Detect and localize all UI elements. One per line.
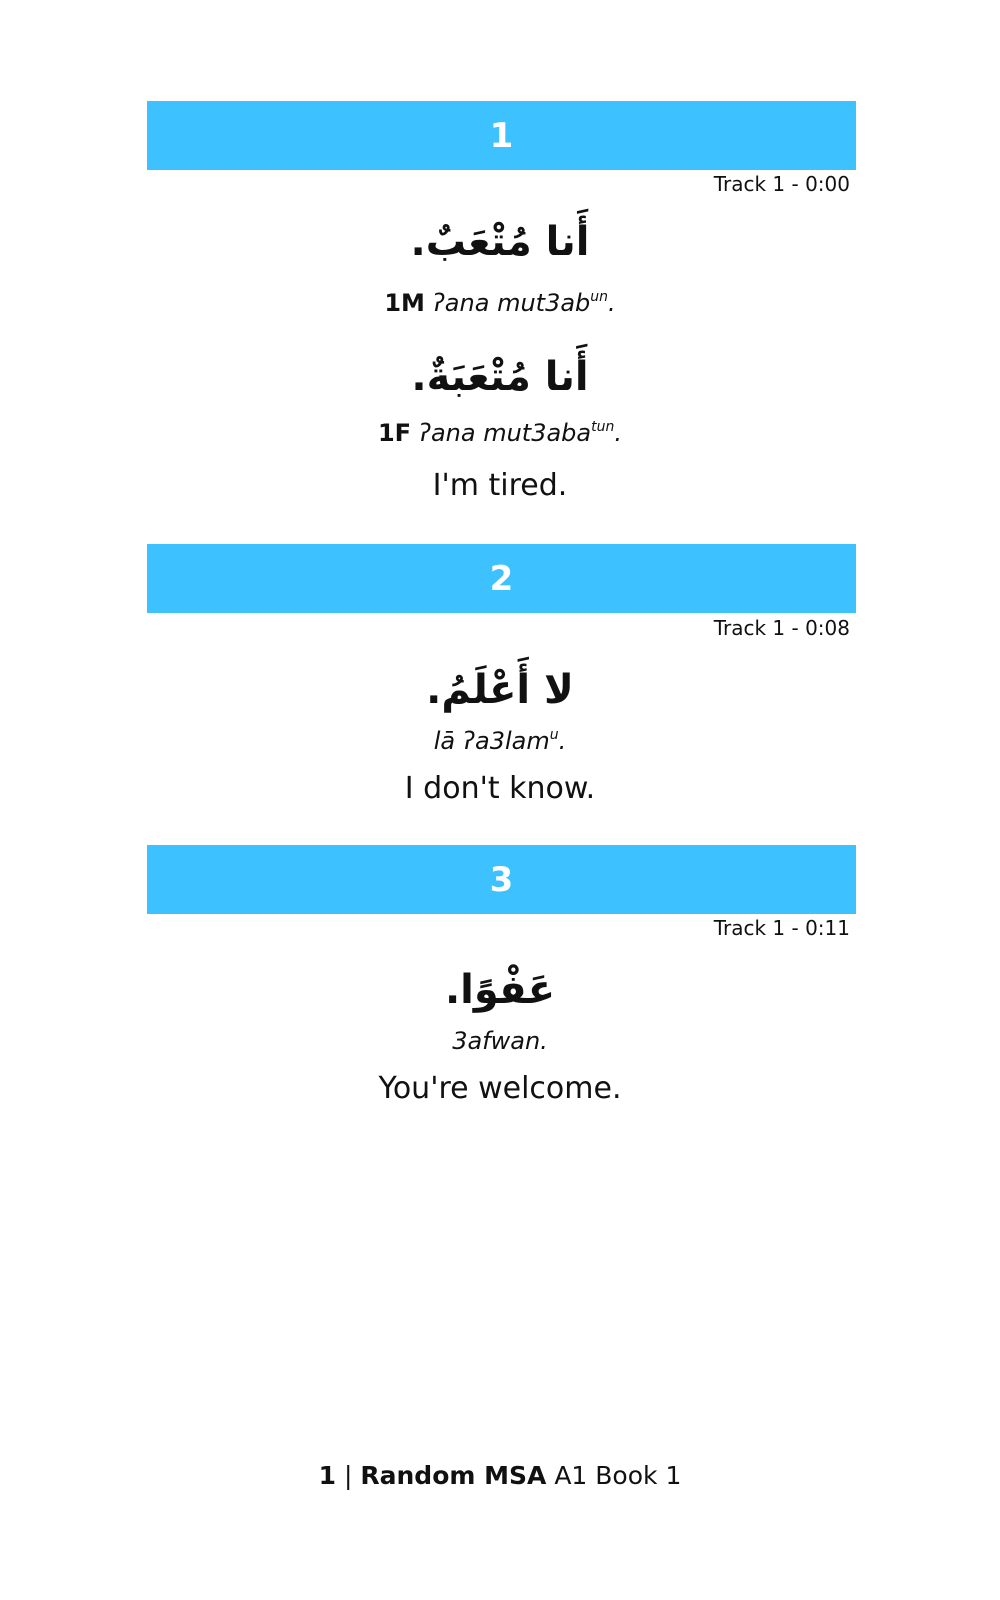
transliteration [0, 1026, 1000, 1056]
transliteration-base: lā ʔa3lam [433, 727, 550, 755]
section-number: 2 [489, 558, 514, 599]
english-translation: You're welcome. [378, 1071, 622, 1106]
section-header-1 [147, 101, 856, 170]
track-timestamp: Track 1 - 0:00 [713, 172, 850, 196]
arabic-phrase: أَنا مُتْعَبَةٌ. [411, 354, 589, 400]
section-header-2 [147, 544, 856, 613]
case-ending: tun [591, 419, 615, 435]
arabic-phrase: أَنا مُتْعَبٌ. [410, 219, 590, 265]
punctuation: . [558, 727, 567, 755]
transliteration-text [433, 289, 616, 317]
track-timestamp: Track 1 - 0:08 [713, 616, 850, 640]
series-title: Random MSA [360, 1461, 547, 1490]
transliteration-text: 3afwan. [452, 1027, 548, 1055]
transliteration-base: ʔana mut3aba [418, 419, 592, 447]
english-translation: I don't know. [404, 771, 596, 806]
page-number: 1 [318, 1461, 337, 1490]
arabic-phrase: عَفْوًا. [444, 967, 556, 1013]
track-timestamp: Track 1 - 0:11 [713, 916, 850, 940]
transliteration-text [434, 727, 567, 755]
punctuation: . [614, 419, 623, 447]
arabic-phrase: لا أَعْلَمُ. [426, 667, 574, 713]
transliteration-base: ʔana mut3ab [432, 289, 591, 317]
section-number: 1 [489, 115, 514, 156]
footer-separator: | [344, 1461, 353, 1490]
transliteration [0, 418, 1000, 448]
transliteration [0, 726, 1000, 756]
section-number: 3 [489, 859, 514, 900]
transliteration-text [419, 419, 622, 447]
page-footer [0, 1460, 1000, 1492]
section-header-3 [147, 845, 856, 914]
punctuation: . [608, 289, 616, 317]
case-ending: un [590, 289, 609, 305]
variant-label: 1F [377, 419, 412, 447]
case-ending: u [549, 727, 559, 743]
english-translation: I'm tired. [432, 468, 568, 503]
transliteration [0, 288, 1000, 318]
variant-label: 1M [384, 289, 425, 317]
book-title: A1 Book 1 [554, 1461, 682, 1490]
